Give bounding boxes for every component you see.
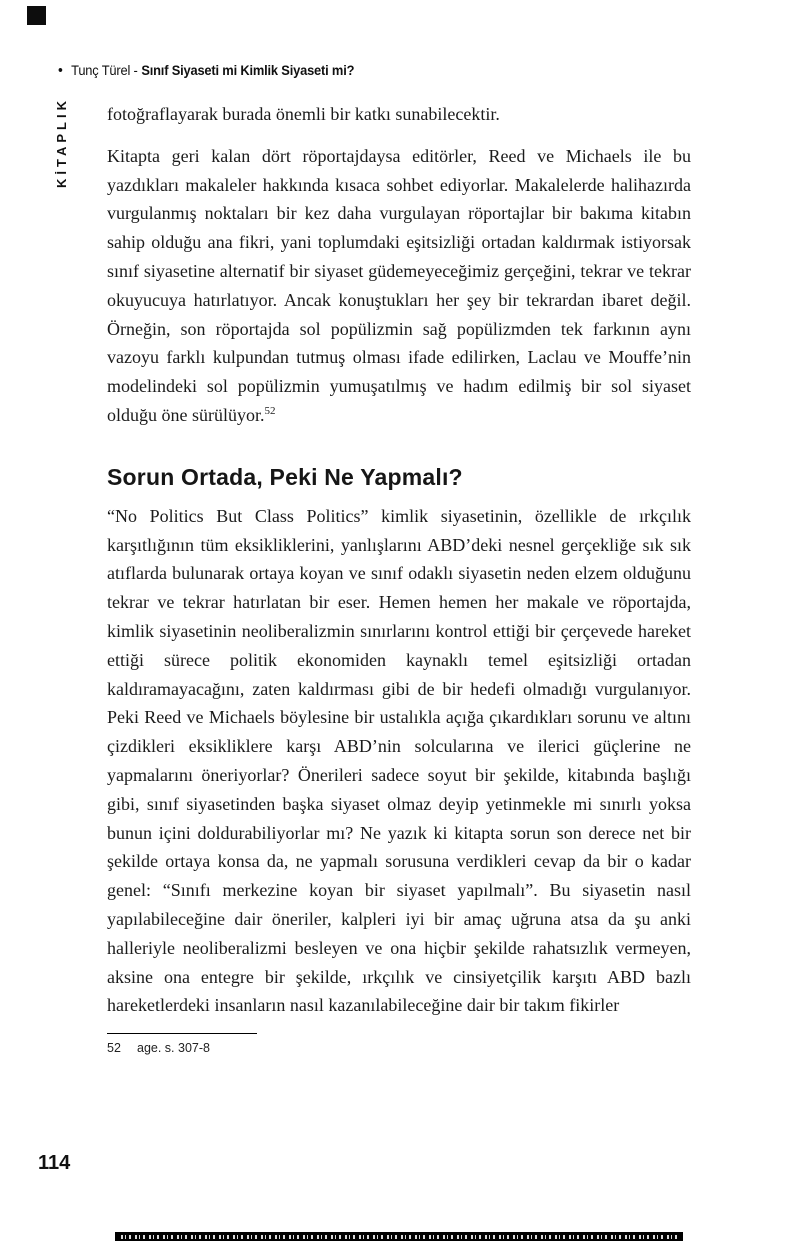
footnote-text: age. s. 307-8	[137, 1041, 210, 1056]
bullet-icon: •	[58, 61, 63, 79]
paragraph-text: Kitapta geri kalan dört röportajdaysa editörler, Reed ve Michaels ile bu yazdıkları makaleler hakkında kısaca sohbet ediyorlar. Makalelerde halihazırda vurgulanmış noktaları bir kez daha vurgulayan röportajlar bir bakıma kitabın sahip olduğu ana fikri, yani toplumdaki eşitsizliği ortadan kaldırmak istiyorsak sınıf siyasetine alternatif bir siyaset güdemeyeceğimiz gerçeğini, tekrar ve tekrar okuyucuya hatırlatıyor. Ancak konuştukları her şey bir tekrardan ibaret değil. Örneğin, son röportajda sol popülizmin sağ popülizmden tek farkının aynı vazoyu farklı kulpundan tutmuş olması ifade edilirken, Laclau ve Mouffe’nin modelindeki sol popülizmin yumuşatılmış ve hadım edilmiş bir sol siyaset olduğu öne sürülüyor.	[107, 145, 691, 425]
corner-square-mark	[27, 6, 46, 25]
running-header	[58, 62, 354, 78]
header-author: Tunç Türel -	[71, 62, 138, 78]
paragraph-text: fotoğraflayarak burada önemli bir katkı sunabilecektir.	[107, 104, 500, 124]
footnote-reference: 52	[264, 404, 276, 417]
footnote-block	[107, 1033, 691, 1055]
paragraph	[107, 502, 691, 1020]
section-vertical-label: KİTAPLIK	[54, 97, 69, 188]
header-book-title: Sınıf Siyaseti mi Kimlik Siyaseti mi?	[141, 62, 355, 78]
footnote-number: 52	[107, 1041, 121, 1056]
section-heading: Sorun Ortada, Peki Ne Yapmalı?	[107, 463, 463, 490]
footer-strip-clipped-text	[121, 1235, 677, 1239]
footnote-separator	[107, 1033, 257, 1034]
footer-strip	[115, 1232, 683, 1241]
page-number: 114	[38, 1152, 71, 1174]
paragraph-continuation	[107, 100, 691, 129]
text-column	[107, 100, 691, 1055]
paragraph-text: “No Politics But Class Politics” kimlik siyasetinin, özellikle de ırkçılık karşıtlığının tüm eksikliklerini, yanlışlarını ABD’deki nesnel gerçekliğe sık sık atıflarda bulunarak ortaya koyan ve sınıf odaklı siyasetin neden elzem olduğunu tekrar ve tekrar hatırlatan bir eser. Hemen hemen her makale ve röportajda, kimlik siyasetinin neoliberalizmin sınırlarını kontrol ettiği bir çerçevede hareket ettiği sürece politik ekonomiden kaynaklı temel eşitsizliği ortadan kaldıramayacağını, zaten kaldırması gibi de bir hedefi olmadığı vurgulanıyor. Peki Reed ve Michaels böylesine bir ustalıkla açığa çıkardıkları sorunu ve altını çizdikleri eksikliklere karşı ABD’nin solcularına ve ilerici güçlerine ne yapmalarını öneriyorlar? Önerileri sadece soyut bir şekilde, kitabında başlığı gibi, sınıf siyasetinden başka siyaset olmaz deyip yetinmekle mi sınırlı yoksa bunun içini doldurabiliyorlar mı? Ne yazık ki kitapta sorun son derece net bir şekilde ortaya konsa da, ne yapmalı sorusuna verdikleri cevap da bir o kadar genel: “Sınıfı merkezine koyan bir siyaset yapılmalı”. Bu siyasetin nasıl yapılabileceğine dair öneriler, kalpleri iyi bir amaç uğruna atsa da şu anki halleriyle neoliberalizmi besleyen ve ona hiçbir şekilde rahatsızlık vermeyen, aksine ona entegre bir şekilde, ırkçılık ve cinsiyetçilik karşıtı ABD bazlı hareketlerdeki insanların nasıl kazanılabileceğine dair bir takım fikirler	[107, 505, 691, 1016]
paragraph	[107, 142, 691, 430]
